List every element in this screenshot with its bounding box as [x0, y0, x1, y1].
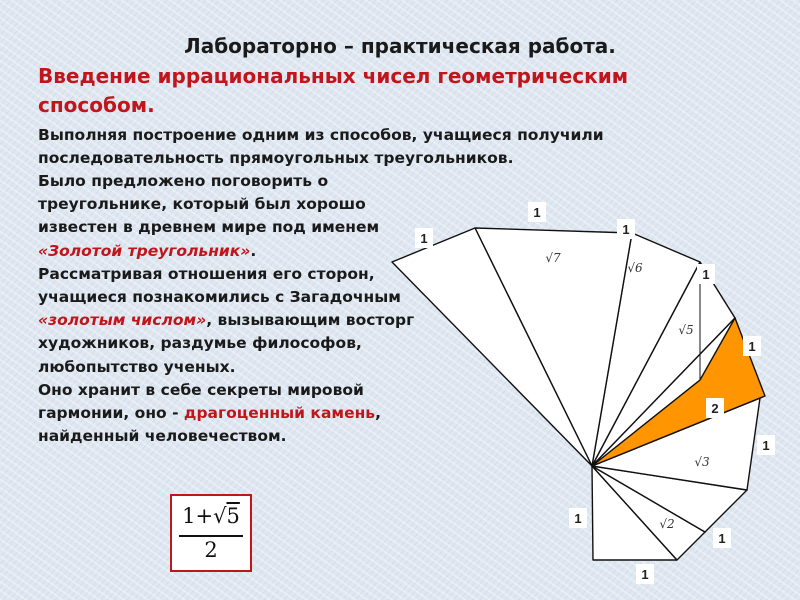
label-text: 1: [718, 531, 726, 546]
lab-title: Лабораторно – практическая работа.: [184, 34, 616, 58]
hypotenuse-label: √6: [627, 261, 643, 275]
label-text: 1: [702, 267, 710, 282]
formula-root: 5: [226, 504, 240, 528]
hypotenuse-label: √2: [659, 517, 675, 531]
side-label-one: [697, 264, 715, 284]
side-label-one: [617, 219, 635, 239]
formula-one-plus: 1+: [182, 504, 214, 528]
body-p3: Оно хранит в себе секреты мировой гармонии, оно -: [38, 380, 364, 423]
body-p2-end: , вызывающим восторг художников, раздумье философов, любопытство ученых.: [38, 311, 415, 376]
side-label-one: [757, 435, 775, 455]
formula-denominator: 2: [204, 538, 218, 562]
label-text: 1: [641, 567, 649, 582]
hypotenuse-label: √5: [678, 323, 694, 337]
hypotenuse-label: √7: [545, 251, 561, 265]
label-text: 1: [622, 222, 630, 237]
main-title: Введение иррациональных чисел геометрическим способом.: [38, 64, 629, 117]
side-label-one: [569, 508, 587, 528]
side-label-one: [636, 564, 654, 584]
label-text: 1: [762, 438, 770, 453]
body-p1-end: .: [250, 241, 257, 260]
side-label-one: [743, 336, 761, 356]
side-label-two: [706, 398, 724, 418]
body-p1: Было предложено поговорить о треугольнике, который был хорошо известен в древнем мире под именем: [38, 172, 380, 237]
side-label-one: [713, 528, 731, 548]
label-text: 1: [420, 231, 428, 246]
label-text: 1: [533, 205, 541, 220]
side-label-one: [415, 228, 433, 248]
sqrt-sign: √: [213, 504, 227, 528]
side-label-one: [528, 202, 546, 222]
intro-text: Выполняя построение одним из способов, учащиеся получили последовательность прямоугольных треугольников.: [38, 126, 604, 167]
body-p2: Рассматривая отношения его сторон, учащиеся познакомились с Загадочным: [38, 264, 401, 307]
golden-triangle-term: «Золотой треугольник»: [38, 241, 251, 260]
body-p3-end: , найденный человечеством.: [38, 404, 381, 446]
label-text: 1: [748, 339, 756, 354]
label-text: 1: [574, 511, 582, 526]
label-text: 2: [711, 401, 719, 416]
golden-number-term: «золотым числом»: [38, 311, 207, 330]
gem-term: драгоценный камень: [183, 404, 376, 423]
hypotenuse-label: √3: [694, 455, 710, 469]
